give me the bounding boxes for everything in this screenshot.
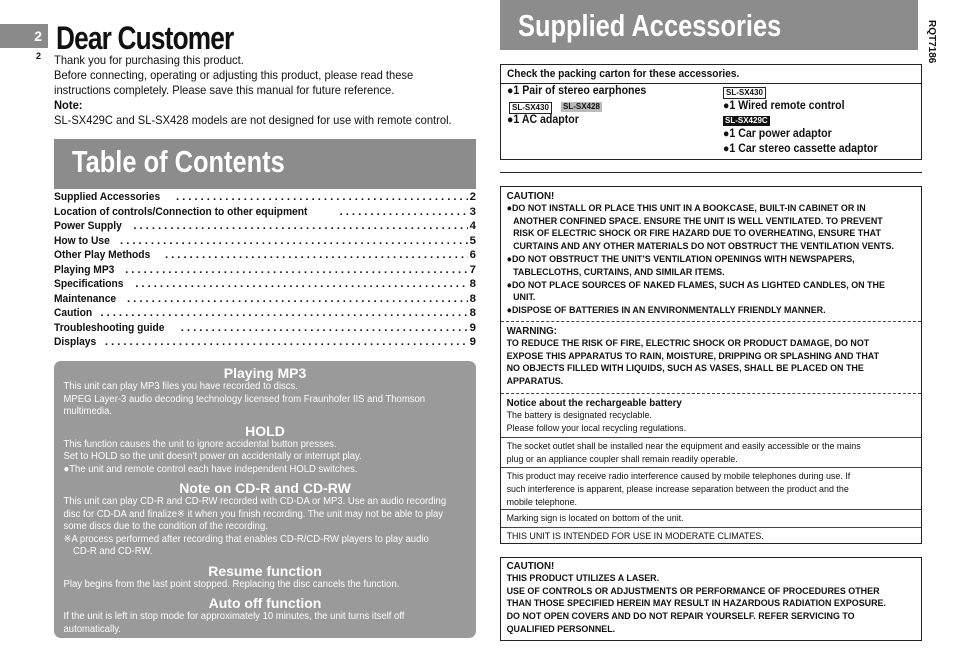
caution-line: TABLECLOTHS, CURTAINS, AND SIMILAR ITEMS. — [513, 266, 725, 278]
cdr-heading: Note on CD-R and CD-RW — [179, 480, 351, 496]
toc-item[interactable] — [54, 235, 476, 250]
toc-page: 8 — [469, 278, 476, 290]
toc-label: Specifications — [54, 278, 124, 290]
laser-line: THIS PRODUCT UTILIZES A LASER. — [506, 572, 660, 584]
model-tag-sx430: SL-SX430 — [509, 102, 552, 114]
toc-dots — [96, 307, 467, 319]
toc-item[interactable] — [54, 322, 476, 337]
battery-line: Please follow your local recycling regulations. — [506, 422, 687, 434]
auto-off-text — [54, 611, 472, 636]
mp3-heading: Playing MP3 — [223, 365, 307, 381]
cdr-line: ※A process performed after recording that enables CD-R/CD-RW players to play audio — [63, 533, 429, 545]
toc-list — [54, 191, 476, 351]
toc-item[interactable] — [54, 264, 476, 279]
page-number-small: 2 — [36, 51, 42, 61]
warning-section — [501, 321, 921, 389]
hold-line: Set to HOLD so the unit doesn’t power on accidentally or interrupt play. — [63, 451, 362, 462]
note-heading: Note: — [54, 98, 83, 112]
cdr-text — [54, 496, 472, 559]
auto-off-line: If the unit is left in stop mode for approximately 10 minutes, the unit turns itself off — [63, 611, 405, 622]
intro-line: Thank you for purchasing this product. — [54, 53, 244, 67]
caution-line: ●DISPOSE OF BATTERIES IN AN ENVIRONMENTALLY FRIENDLY MANNER. — [506, 305, 826, 317]
accessories-title-bar — [500, 0, 918, 50]
toc-item[interactable] — [54, 293, 476, 308]
toc-label: How to Use — [54, 234, 110, 247]
laser-caution-box — [500, 557, 922, 641]
toc-title: Table of Contents — [72, 144, 285, 179]
resume-text — [54, 579, 472, 592]
mp3-line: multimedia. — [63, 406, 113, 417]
model-tag-sx429c: SL-SX429C — [725, 116, 768, 125]
dear-customer-title: Dear Customer — [56, 20, 234, 56]
accessories-box — [500, 64, 922, 160]
toc-dots — [131, 278, 467, 290]
warning-line: EXPOSE THIS APPARATUS TO RAIN, MOISTURE, DRIPPING OR SPLASHING AND THAT — [506, 350, 880, 362]
laser-section — [501, 560, 921, 637]
warning-line: APPARATUS. — [506, 376, 564, 388]
toc-dots — [129, 220, 467, 232]
toc-label: Supplied Accessories — [54, 191, 161, 203]
accessory-ac-adaptor: ●1 AC adaptor — [507, 114, 579, 126]
accessories-title: Supplied Accessories — [518, 8, 782, 43]
battery-heading: Notice about the rechargeable battery — [506, 397, 682, 409]
toc-dots — [121, 264, 468, 276]
hold-line: This function causes the unit to ignore accidental button presses. — [63, 438, 337, 450]
toc-page: 7 — [469, 263, 476, 276]
socket-line: The socket outlet shall be installed near the equipment and easily accessible or the mains — [506, 441, 861, 452]
toc-dots — [336, 206, 468, 218]
caution-box — [500, 186, 922, 544]
toc-dots — [161, 249, 468, 261]
model-tag-sx430-right: SL-SX430 — [723, 87, 766, 99]
battery-section — [501, 393, 921, 435]
caution-line: UNIT. — [513, 292, 536, 304]
laser-line: QUALIFIED PERSONNEL. — [506, 623, 616, 635]
feature-info-box — [54, 361, 476, 638]
cdr-line: disc for CD-DA and finalize※ it when you finish recording. The unit may not be able to play — [63, 508, 444, 520]
toc-page: 3 — [469, 205, 476, 218]
toc-page: 8 — [469, 307, 476, 319]
toc-label: Maintenance — [54, 292, 117, 305]
toc-dots — [101, 336, 468, 348]
accessory-earphones: ●1 Pair of stereo earphones — [507, 85, 647, 97]
intro-text — [54, 53, 473, 128]
toc-label: Location of controls/Connection to other equipment — [54, 205, 308, 218]
climate-line: THIS UNIT IS INTENDED FOR USE IN MODERATE CLIMATES. — [506, 531, 764, 542]
cdr-line: CD-R and CD-RW. — [73, 546, 153, 557]
toc-item[interactable] — [54, 249, 476, 264]
resume-line: Play begins from the last point stopped. Replacing the disc cancels the function. — [63, 578, 400, 590]
marking-section — [501, 509, 921, 526]
laser-heading: CAUTION! — [506, 560, 555, 572]
caution-section — [501, 190, 921, 318]
hold-heading: HOLD — [245, 422, 285, 439]
toc-item[interactable] — [54, 191, 476, 206]
toc-page: 9 — [469, 336, 476, 348]
climate-section — [501, 527, 921, 544]
laser-line: THAN THOSE SPECIFIED HEREIN MAY RESULT IN HAZARDOUS RADIATION EXPOSURE. — [506, 598, 886, 610]
toc-page: 2 — [469, 191, 476, 203]
interference-line: This product may receive radio interference caused by mobile telephones during use. If — [506, 471, 851, 482]
caution-line: RISK OF ELECTRIC SHOCK OR FIRE HAZARD DUE TO OVERHEATING, ENSURE THAT — [513, 228, 881, 240]
laser-line: DO NOT OPEN COVERS AND DO NOT REPAIR YOURSELF. REFER SERVICING TO — [506, 611, 855, 623]
battery-line: The battery is designated recyclable. — [506, 409, 652, 421]
toc-page: 4 — [469, 220, 476, 232]
page-number: 2 — [0, 24, 48, 48]
toc-dots — [123, 293, 468, 305]
interference-line: such interference is apparent, please increase separation between the product and the — [506, 483, 849, 495]
auto-off-line: automatically. — [63, 623, 121, 635]
accessory-remote: ●1 Wired remote control — [723, 100, 845, 112]
caution-line: CURTAINS AND ANY OTHER MATERIALS DO NOT OBSTRUCT THE VENTILATION VENTS. — [513, 241, 894, 253]
interference-line: mobile telephone. — [506, 496, 578, 508]
cdr-line: some discs due to the condition of the recording. — [63, 521, 268, 532]
accessories-rule — [501, 83, 921, 84]
toc-item[interactable] — [54, 278, 476, 293]
resume-heading: Resume function — [208, 562, 322, 579]
accessory-car-cassette: ●1 Car stereo cassette adaptor — [723, 143, 878, 155]
toc-page: 6 — [469, 249, 476, 261]
toc-dots — [116, 235, 468, 247]
toc-label: Power Supply — [54, 220, 122, 232]
interference-section — [501, 467, 921, 509]
mp3-line: This unit can play MP3 files you have recorded to discs. — [63, 381, 298, 392]
mp3-line: MPEG Layer-3 audio decoding technology licensed from Fraunhofer IIS and Thomson — [63, 393, 426, 405]
accessories-check-text: Check the packing carton for these accessories. — [507, 68, 740, 80]
caution-line: ●DO NOT PLACE SOURCES OF NAKED FLAMES, SUCH AS LIGHTED CANDLES, ON THE — [506, 279, 885, 291]
caution-line: ●DO NOT INSTALL OR PLACE THIS UNIT IN A BOOKCASE, BUILT-IN CABINET OR IN — [506, 202, 866, 214]
toc-dots — [177, 322, 468, 334]
caution-line: ANOTHER CONFINED SPACE. ENSURE THE UNIT IS WELL VENTILATED. TO PREVENT — [513, 215, 883, 227]
model-tag-sx428: SL-SX428 — [563, 102, 600, 111]
toc-item[interactable] — [54, 336, 476, 351]
socket-line: plug or an appliance coupler shall remain readily operable. — [506, 453, 738, 465]
toc-label: Caution — [54, 307, 93, 319]
hold-text — [54, 439, 472, 477]
toc-dots — [172, 191, 468, 203]
caution-line: ●DO NOT OBSTRUCT THE UNIT’S VENTILATION OPENINGS WITH NEWSPAPERS, — [506, 253, 855, 265]
toc-page: 5 — [469, 234, 476, 247]
mp3-text — [54, 381, 472, 419]
auto-off-heading: Auto off function — [208, 595, 322, 611]
intro-line: Before connecting, operating or adjusting this product, please read these — [54, 68, 414, 82]
toc-page: 9 — [469, 321, 476, 334]
warning-line: NO OBJECTS FILLED WITH LIQUIDS, SUCH AS VASES, SHALL BE PLACED ON THE — [506, 363, 864, 375]
toc-label: Other Play Methods — [54, 249, 151, 261]
hold-line: ●The unit and remote control each have independent HOLD switches. — [63, 463, 358, 475]
toc-page: 8 — [469, 292, 476, 305]
socket-section — [501, 437, 921, 467]
toc-item[interactable] — [54, 220, 476, 235]
intro-line: instructions completely. Please save this manual for future reference. — [54, 83, 395, 97]
cdr-line: This unit can play CD-R and CD-RW recorded with CD-DA or MP3. Use an audio recording — [63, 496, 447, 507]
accessory-car-power: ●1 Car power adaptor — [723, 128, 832, 140]
toc-item[interactable] — [54, 206, 476, 221]
marking-line: Marking sign is located on bottom of the unit. — [506, 513, 684, 524]
toc-label: Playing MP3 — [54, 263, 115, 276]
warning-heading: WARNING: — [506, 325, 558, 337]
toc-title-bar — [54, 139, 476, 189]
toc-label: Troubleshooting guide — [54, 321, 165, 334]
caution-heading: CAUTION! — [506, 190, 555, 202]
separator-line — [500, 172, 922, 173]
document-code: RQT7186 — [926, 20, 937, 64]
note-text: SL-SX429C and SL-SX428 models are not designed for use with remote control. — [54, 113, 452, 127]
laser-line: USE OF CONTROLS OR ADJUSTMENTS OR PERFORMANCE OF PROCEDURES OTHER — [506, 585, 880, 597]
toc-item[interactable] — [54, 307, 476, 322]
warning-line: TO REDUCE THE RISK OF FIRE, ELECTRIC SHOCK OR PRODUCT DAMAGE, DO NOT — [506, 337, 870, 349]
toc-label: Displays — [54, 336, 97, 348]
